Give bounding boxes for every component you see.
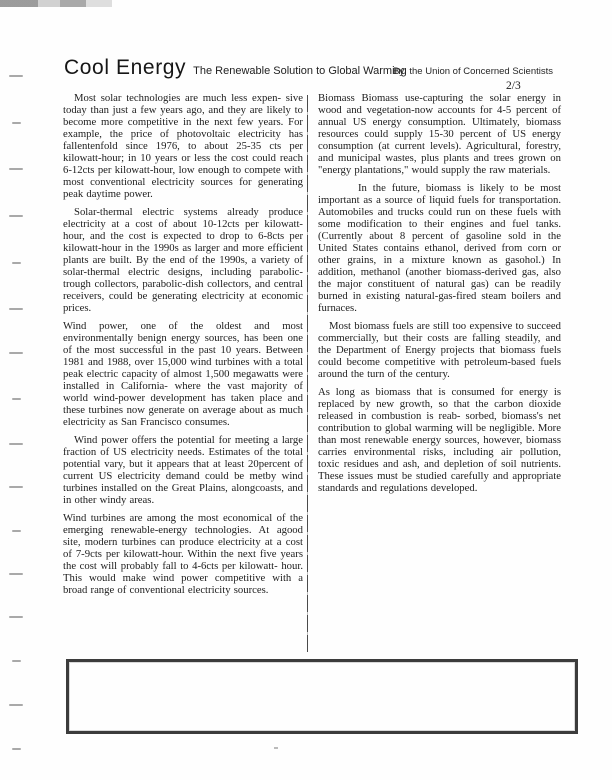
scan-artifact-dot <box>274 747 278 749</box>
margin-mark <box>9 308 23 310</box>
paragraph: As long as biomass that is consumed for energy is replaced by new growth, so that the carbon dioxide released in combustion is reab- sorbed, biomass's net contribution to global warming will be negligible. More than most renewable energy sources, however, biomass carries environmental risks, including air pollution, toxic residues and ash, and depletion of soil nutrients. These issues must be studied carefully and appropriate standards and regulations developed. <box>318 386 561 494</box>
document-title: Cool Energy <box>64 56 187 79</box>
page-number: 2/3 <box>506 80 521 92</box>
margin-mark <box>12 398 21 400</box>
paragraph: Most solar technologies are much less expen- sive today than just a few years ago, and they are likely to become more competitive in the next few years. For example, the price of photovoltaic electricity has fallentenfold since 1976, to about 25-35 cts per kilowatt-hour; in 10 years or less the cost could reach 6-12cts per kilowatt-hour, low enough to compete with most conventional electricity sources for generating peak daytime power. <box>63 92 303 200</box>
margin-mark <box>9 486 23 488</box>
margin-mark <box>12 262 21 264</box>
margin-mark <box>12 748 21 750</box>
paragraph: Wind power offers the potential for meeting a large fraction of US electricity needs. Estimates of the total potential vary, but it appears that at least 20percent of current US electricity demand could be metby wind turbines installed on the Great Plains, alongcoasts, and in other windy areas. <box>63 434 303 506</box>
right-column <box>318 92 561 602</box>
margin-mark <box>9 443 23 445</box>
left-column <box>63 92 303 602</box>
paragraph: Solar-thermal electric systems already produce electricity at a cost of about 10-12cts per kilowatt-hour, and the cost is expected to drop to 6-8cts per kilowatt-hour in the 1990s as larger and more efficient plants are built. By the end of the 1990s, a variety of solar-thermal electric designs, including parabolic-trough collectors, parabolic-dish collectors, and central receivers, could be generating electricity at economic prices. <box>63 206 303 314</box>
paragraph: Most biomass fuels are still too expensive to succeed commercially, but their costs are falling steadily, and the Department of Energy projects that biomass fuels could become competitive with petroleum-based fuels around the turn of the century. <box>318 320 561 380</box>
paragraph: Biomass Biomass use-capturing the solar energy in wood and vegetation-now accounts for 4-5 percent of annual US energy consumption. Ultimately, biomass resources could supply 15-30 percent of US energy consumption (at current levels). Agricultural, forestry, and municipal wastes, plus plants and trees grown on "energy plantations," would supply the raw materials. <box>318 92 561 176</box>
document-subtitle: The Renewable Solution to Global Warming <box>193 65 407 77</box>
scan-artifact-smudge <box>0 0 112 7</box>
empty-footer-box <box>66 659 578 734</box>
column-divider-line <box>307 95 308 652</box>
paragraph: In the future, biomass is likely to be most important as a source of liquid fuels for transportation. Automobiles and trucks could run on these fuels with some modification to their engines and fuel tanks. (Currently about 8 percent of gasoline sold in the United States contains ethanol, derived from corn or other grains, in a mixture known as gasohol.) In addition, methanol (another biomass-derived gas, also the major constituent of natural gas) can be readily burned in existing natural-gas-fired steam boilers and furnaces. <box>318 182 561 314</box>
margin-mark <box>9 573 23 575</box>
margin-mark <box>9 215 23 217</box>
paragraph: Wind turbines are among the most economical of the emerging renewable-energy technologies. At agood site, modern turbines can produce electricity at a cost of 7-9cts per kilowatt-hour. Within the next five years the cost will probably fall to 4-6cts per kilowatt- hour. This would make wind power competitive with a broad range of conventional electricity sources. <box>63 512 303 596</box>
margin-mark <box>9 352 23 354</box>
margin-mark <box>9 616 23 618</box>
paragraph: Wind power, one of the oldest and most environmentally benign energy sources, has been one of the most successful in the past 10 years. Between 1981 and 1988, over 15,000 wind turbines with a total peak electric capacity of almost 1,500 megawatts were installed in California- where the vast majority of world wind-power development has taken place and these turbines now generate on average about as much electricity as San Francisco consumes. <box>63 320 303 428</box>
margin-mark <box>9 704 23 706</box>
body-columns <box>63 92 561 602</box>
byline: By: the Union of Concerned Scientists <box>393 66 554 77</box>
margin-mark <box>12 530 21 532</box>
margin-mark <box>12 660 21 662</box>
margin-mark <box>9 168 23 170</box>
margin-mark <box>12 122 21 124</box>
margin-mark <box>9 75 23 77</box>
